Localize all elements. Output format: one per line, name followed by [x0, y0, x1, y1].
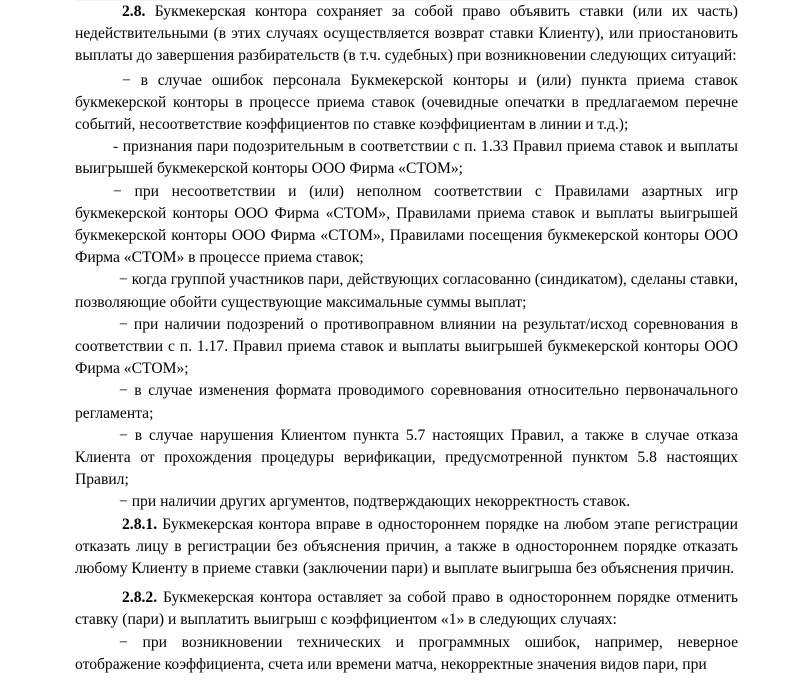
list-item: − при наличии подозрений о противоправном влиянии на результат/исход соревнования в соответствии с п. 1.17. Правил приема ставок и выплаты выигрышей букмекерской конторы ООО Фирма «СТОМ»;	[75, 315, 738, 378]
document-page	[75, 0, 738, 700]
section-2-8-2	[75, 587, 738, 631]
section-number: 2.8.2.	[122, 589, 158, 607]
section-text: Букмекерская контора сохраняет за собой право объявить ставки (или их часть) недействительными (в этих случаях осуществляется возврат ставки Клиенту), или приостановить выплаты до завершения разбирательств (в т.ч. судебных) при возникновении следующих ситуаций:	[75, 3, 738, 65]
list-item: − при наличии других аргументов, подтверждающих некорректность ставок.	[119, 493, 631, 511]
section-text: Букмекерская контора вправе в одностороннем порядке на любом этапе регистрации отказать лицу в регистрации без объяснения причин, а также в одностороннем порядке отказать любому Клиенту в приеме ставки (заключении пари) и выплате выигрыша без объяснения причин.	[75, 515, 738, 578]
list-item: - признания пари подозрительным в соответствии с п. 1.33 Правил приема ставок и выплаты выигрышей букмекерской конторы ООО Фирма «СТОМ»;	[75, 138, 738, 178]
section-2-8	[75, 1, 738, 68]
list-item: − когда группой участников пари, действующих согласованно (синдикатом), сделаны ставки, позволяющие обойти существующие максимальные суммы выплат;	[75, 271, 738, 311]
list-item: − при несоответствии и (или) неполном соответствии с Правилами азартных игр букмекерской конторы ООО Фирма «СТОМ», Правилами приема ставок и выплаты выигрышей букмекерской конторы ООО Фирма «СТОМ», Правилами посещения букмекерской конторы ООО Фирма «СТОМ» в процессе приема ставок;	[75, 182, 738, 267]
list-item: − в случае изменения формата проводимого соревнования относительно первоначального регламента;	[75, 382, 738, 422]
section-2-8-1	[75, 514, 738, 581]
list-item: − в случае нарушения Клиентом пункта 5.7 настоящих Правил, а также в случае отказа Клиента от прохождения процедуры верификации, предусмотренной пунктом 5.8 настоящих Правил;	[75, 426, 738, 489]
section-text: Букмекерская контора оставляет за собой право в одностороннем порядке отменить ставку (пари) и выплатить выигрыш с коэффициентом «1» в следующих случаях:	[75, 589, 738, 629]
list-item: − в случае ошибок персонала Букмекерской конторы и (или) пункта приема ставок букмекерской конторы в процессе приема ставок (очевидные опечатки в предлагаемом перечне событий, несоответствие коэффициентов по ставке коэффициентам в линии и т.д.);	[75, 71, 738, 134]
list-item: − при возникновении технических и программных ошибок, например, неверное отображение коэффициента, счета или времени матча, некорректные значения видов пари, при	[75, 633, 738, 673]
section-number: 2.8.1.	[122, 515, 158, 533]
section-number: 2.8.	[122, 3, 146, 20]
